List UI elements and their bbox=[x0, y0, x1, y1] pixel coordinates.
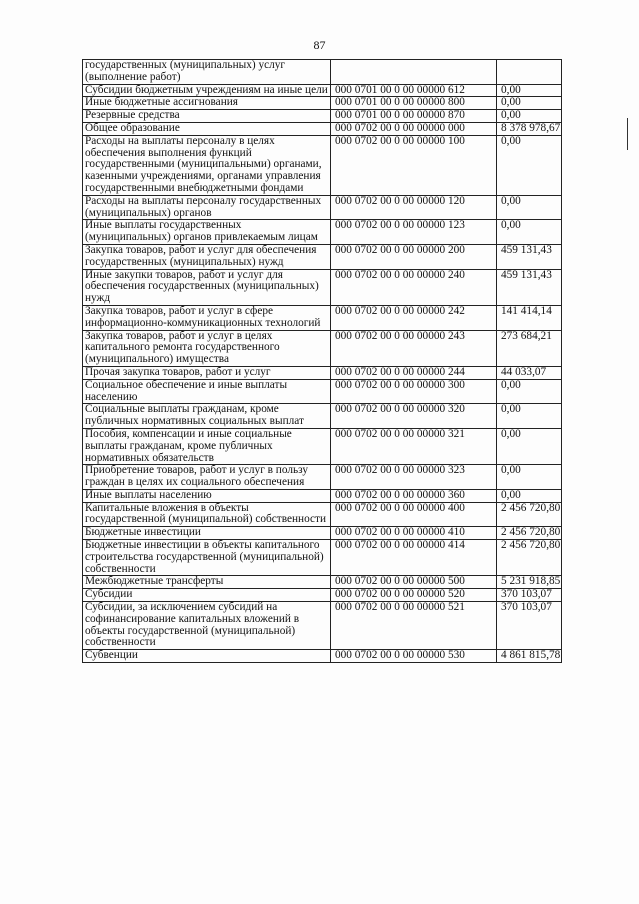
row-name-cell: Иные выплаты населению bbox=[83, 489, 331, 502]
table-row bbox=[83, 122, 562, 135]
row-amount-cell: 370 103,07 bbox=[497, 602, 562, 650]
table-row bbox=[83, 489, 562, 502]
row-amount-cell: 370 103,07 bbox=[497, 589, 562, 602]
row-name-cell: Иные выплаты государственных (муниципальных) органов привлекаемым лицам bbox=[83, 220, 331, 245]
table-row bbox=[83, 576, 562, 589]
row-code-cell: 000 0702 00 0 00 00000 000 bbox=[331, 122, 497, 135]
row-code-cell: 000 0702 00 0 00 00000 120 bbox=[331, 195, 497, 220]
row-name-cell: Бюджетные инвестиции в объекты капитального строительства государственной (муниципальной) собственности bbox=[83, 540, 331, 576]
table-row bbox=[83, 195, 562, 220]
table-row bbox=[83, 540, 562, 576]
row-amount-cell: 5 231 918,85 bbox=[497, 576, 562, 589]
row-amount-cell: 0,00 bbox=[497, 220, 562, 245]
row-name-cell: Прочая закупка товаров, работ и услуг bbox=[83, 366, 331, 379]
row-amount-cell bbox=[497, 60, 562, 85]
row-name-cell: Социальные выплаты гражданам, кроме публичных нормативных социальных выплат bbox=[83, 404, 331, 429]
row-name-cell: Приобретение товаров, работ и услуг в пользу граждан в целях их социального обеспечения bbox=[83, 465, 331, 490]
row-amount-cell: 44 033,07 bbox=[497, 366, 562, 379]
row-code-cell: 000 0702 00 0 00 00000 243 bbox=[331, 330, 497, 366]
row-code-cell: 000 0701 00 0 00 00000 612 bbox=[331, 84, 497, 97]
row-name-cell: Субвенции bbox=[83, 650, 331, 663]
row-amount-cell: 141 414,14 bbox=[497, 305, 562, 330]
row-amount-cell: 4 861 815,78 bbox=[497, 650, 562, 663]
row-amount-cell: 0,00 bbox=[497, 465, 562, 490]
table-row bbox=[83, 428, 562, 464]
row-code-cell: 000 0702 00 0 00 00000 414 bbox=[331, 540, 497, 576]
row-amount-cell: 0,00 bbox=[497, 97, 562, 110]
budget-table bbox=[82, 59, 562, 663]
table-row bbox=[83, 465, 562, 490]
table-row bbox=[83, 110, 562, 123]
row-code-cell bbox=[331, 60, 497, 85]
table-row bbox=[83, 305, 562, 330]
table-row bbox=[83, 502, 562, 527]
row-code-cell: 000 0701 00 0 00 00000 800 bbox=[331, 97, 497, 110]
row-amount-cell: 0,00 bbox=[497, 110, 562, 123]
row-name-cell: государственных (муниципальных) услуг (выполнение работ) bbox=[83, 60, 331, 85]
row-amount-cell: 2 456 720,80 bbox=[497, 527, 562, 540]
row-name-cell: Резервные средства bbox=[83, 110, 331, 123]
row-amount-cell: 2 456 720,80 bbox=[497, 502, 562, 527]
row-name-cell: Иные бюджетные ассигнования bbox=[83, 97, 331, 110]
row-amount-cell: 0,00 bbox=[497, 404, 562, 429]
row-name-cell: Бюджетные инвестиции bbox=[83, 527, 331, 540]
table-row bbox=[83, 602, 562, 650]
table-row bbox=[83, 366, 562, 379]
table-row bbox=[83, 84, 562, 97]
table-row bbox=[83, 589, 562, 602]
row-amount-cell: 0,00 bbox=[497, 489, 562, 502]
table-row bbox=[83, 650, 562, 663]
table-row bbox=[83, 527, 562, 540]
row-code-cell: 000 0702 00 0 00 00000 500 bbox=[331, 576, 497, 589]
budget-table-body bbox=[83, 60, 562, 663]
table-row bbox=[83, 220, 562, 245]
row-amount-cell: 0,00 bbox=[497, 135, 562, 195]
row-amount-cell: 0,00 bbox=[497, 428, 562, 464]
row-code-cell: 000 0702 00 0 00 00000 321 bbox=[331, 428, 497, 464]
table-row bbox=[83, 330, 562, 366]
row-amount-cell: 459 131,43 bbox=[497, 269, 562, 305]
row-code-cell: 000 0702 00 0 00 00000 244 bbox=[331, 366, 497, 379]
table-row bbox=[83, 135, 562, 195]
table-row bbox=[83, 244, 562, 269]
row-code-cell: 000 0702 00 0 00 00000 320 bbox=[331, 404, 497, 429]
row-amount-cell: 0,00 bbox=[497, 84, 562, 97]
row-name-cell: Расходы на выплаты персоналу в целях обеспечения выполнения функций государственными (муниципальными) органами, казенными учреждениями, органами управления государственными внебюджетными фондами bbox=[83, 135, 331, 195]
table-row bbox=[83, 269, 562, 305]
row-amount-cell: 273 684,21 bbox=[497, 330, 562, 366]
row-name-cell: Закупка товаров, работ и услуг в сфере информационно-коммуникационных технологий bbox=[83, 305, 331, 330]
margin-mark bbox=[627, 118, 628, 150]
row-code-cell: 000 0702 00 0 00 00000 530 bbox=[331, 650, 497, 663]
row-name-cell: Общее образование bbox=[83, 122, 331, 135]
row-code-cell: 000 0702 00 0 00 00000 200 bbox=[331, 244, 497, 269]
row-code-cell: 000 0701 00 0 00 00000 870 bbox=[331, 110, 497, 123]
row-name-cell: Субсидии bbox=[83, 589, 331, 602]
row-name-cell: Закупка товаров, работ и услуг для обеспечения государственных (муниципальных) нужд bbox=[83, 244, 331, 269]
row-code-cell: 000 0702 00 0 00 00000 300 bbox=[331, 379, 497, 404]
row-amount-cell: 0,00 bbox=[497, 195, 562, 220]
row-code-cell: 000 0702 00 0 00 00000 400 bbox=[331, 502, 497, 527]
row-name-cell: Закупка товаров, работ и услуг в целях капитального ремонта государственного (муниципального) имущества bbox=[83, 330, 331, 366]
table-row bbox=[83, 97, 562, 110]
row-name-cell: Субсидии, за исключением субсидий на софинансирование капитальных вложений в объекты государственной (муниципальной) собственности bbox=[83, 602, 331, 650]
row-code-cell: 000 0702 00 0 00 00000 360 bbox=[331, 489, 497, 502]
row-code-cell: 000 0702 00 0 00 00000 100 bbox=[331, 135, 497, 195]
row-code-cell: 000 0702 00 0 00 00000 521 bbox=[331, 602, 497, 650]
row-name-cell: Капитальные вложения в объекты государственной (муниципальной) собственности bbox=[83, 502, 331, 527]
row-code-cell: 000 0702 00 0 00 00000 520 bbox=[331, 589, 497, 602]
row-name-cell: Расходы на выплаты персоналу государственных (муниципальных) органов bbox=[83, 195, 331, 220]
row-code-cell: 000 0702 00 0 00 00000 242 bbox=[331, 305, 497, 330]
row-amount-cell: 0,00 bbox=[497, 379, 562, 404]
page-number: 87 bbox=[313, 38, 326, 52]
table-row bbox=[83, 404, 562, 429]
row-amount-cell: 459 131,43 bbox=[497, 244, 562, 269]
table-row bbox=[83, 379, 562, 404]
row-name-cell: Субсидии бюджетным учреждениям на иные цели bbox=[83, 84, 331, 97]
row-code-cell: 000 0702 00 0 00 00000 323 bbox=[331, 465, 497, 490]
row-name-cell: Иные закупки товаров, работ и услуг для обеспечения государственных (муниципальных) нужд bbox=[83, 269, 331, 305]
row-code-cell: 000 0702 00 0 00 00000 123 bbox=[331, 220, 497, 245]
table-row bbox=[83, 60, 562, 85]
row-amount-cell: 8 378 978,67 bbox=[497, 122, 562, 135]
row-name-cell: Пособия, компенсации и иные социальные выплаты гражданам, кроме публичных нормативных обязательств bbox=[83, 428, 331, 464]
row-code-cell: 000 0702 00 0 00 00000 410 bbox=[331, 527, 497, 540]
row-code-cell: 000 0702 00 0 00 00000 240 bbox=[331, 269, 497, 305]
row-name-cell: Социальное обеспечение и иные выплаты населению bbox=[83, 379, 331, 404]
row-amount-cell: 2 456 720,80 bbox=[497, 540, 562, 576]
row-name-cell: Межбюджетные трансферты bbox=[83, 576, 331, 589]
